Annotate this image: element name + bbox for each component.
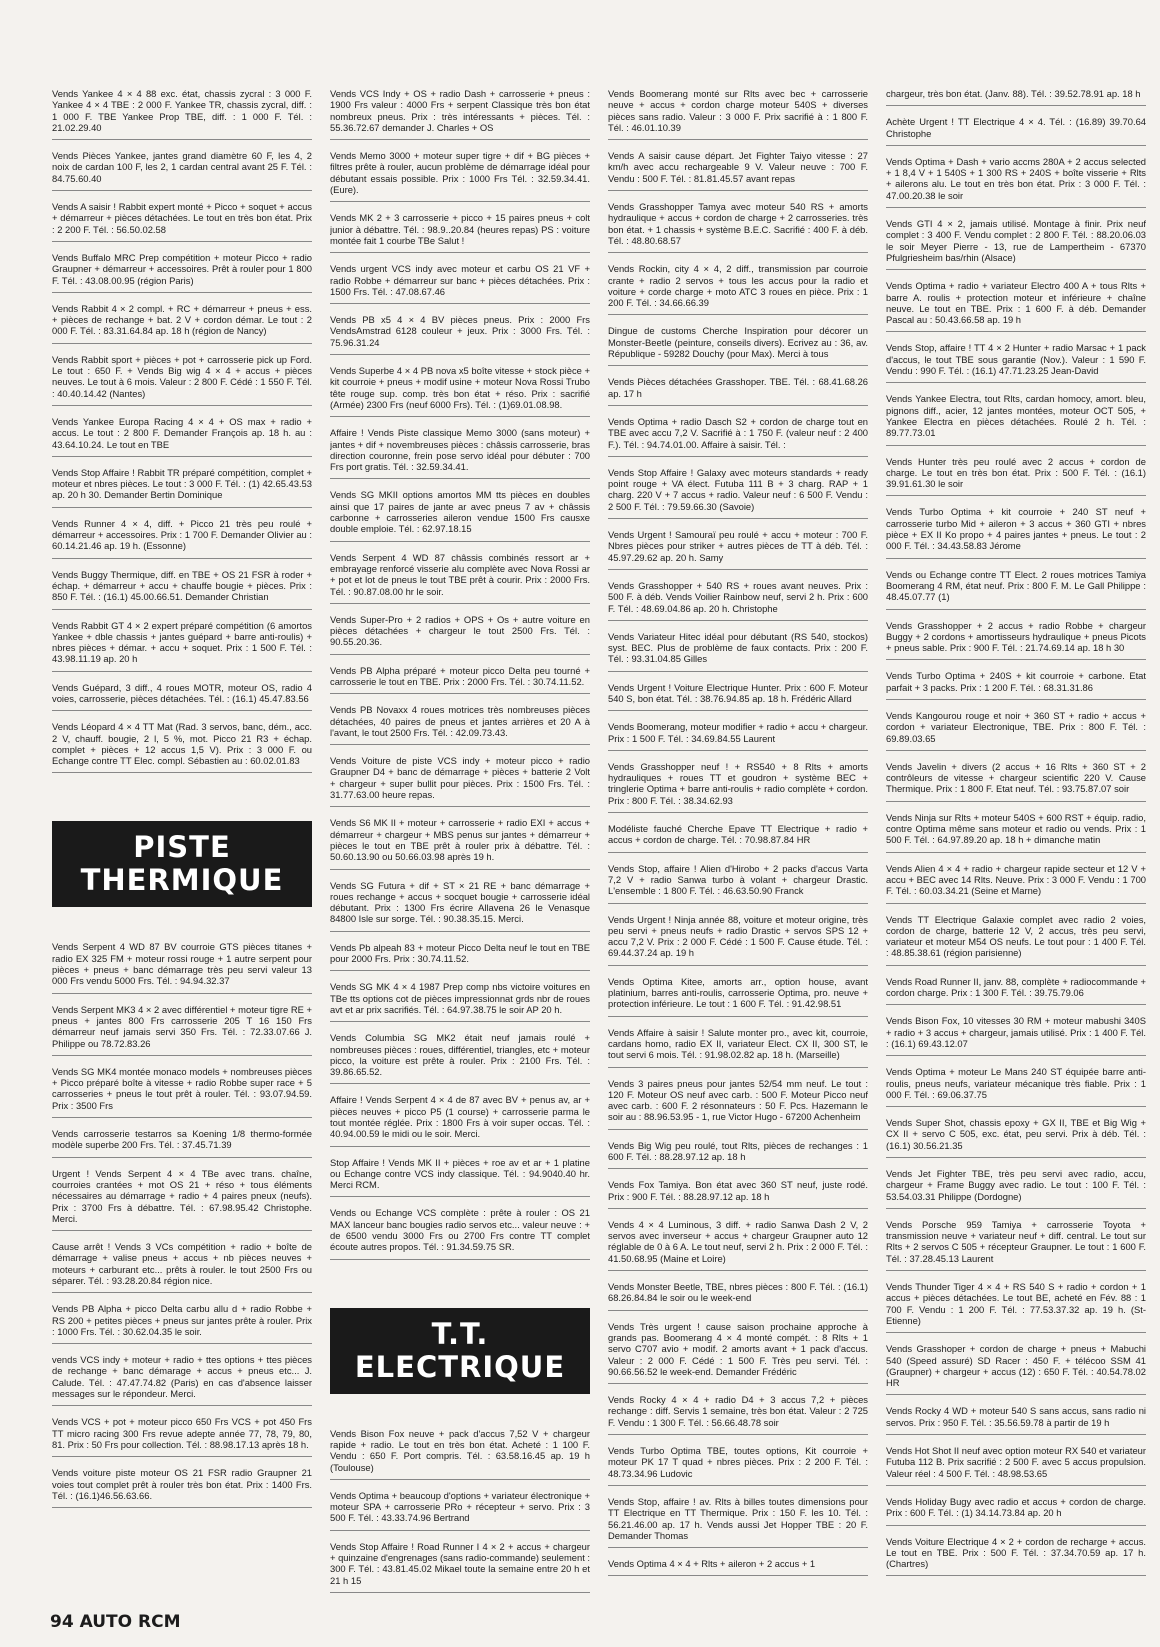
classified-ad: Vends Rabbit sport + pièces + pot + carrosserie pick up Ford. Le tout : 650 F. + Vends Big wig 4 × 4 + accus + pièces neuves. Le tout à 6 mois. Valeur : 2 800 F. Cédé : 1 550 F. Tél. : 40.40.14.42 (Nantes) [52, 354, 312, 406]
classified-ad: Vends Monster Beetle, TBE, nbres pièces : 800 F. Tél. : (16.1) 68.26.84.84 le soir ou le week-end [608, 1281, 868, 1311]
classified-ad: Vends Buffalo MRC Prep compétition + moteur Picco + radio Graupner + démarreur + accessoires. Prêt à rouler pour 1 800 F. Tél. : 43.08.00.95 (région Paris) [52, 252, 312, 293]
section-heading-line: ELECTRIQUE [354, 1349, 566, 1384]
classified-ad: Vends MK 2 + 3 carrosserie + picco + 15 paires pneus + colt junior à débattre. Tél. : 98.9..20.84 (heures repas) PS : voiture montée fait 1 courbe TBe Salut ! [330, 212, 590, 253]
classified-ad: Vends Léopard 4 × 4 TT Mat (Rad. 3 servos, banc, dém., acc. 2 V, chauff. bougie, 2 l, 5 %, mot. Picco 21 R3 + échap. complet + pièces + 12 accus 1,5 V). Prix : 3 000 F. ou Echange contre TT Elec. compl. Sébastien au : 60.02.01.83 [52, 721, 312, 773]
section-heading [330, 1308, 590, 1394]
classified-ad: Vends Rabbit 4 × 2 compl. + RC + démarreur + pneus + ess. + pièces de rechange + bat. 2 V + cordon démar. Le tout : 2 000 F. Tél. : 83.31.64.84 ap. 18 h (région de Nancy) [52, 303, 312, 344]
classified-ad: Vends Rocky 4 × 4 + radio D4 + 3 accus 7,2 + pièces rechange : diff. Servis 1 semaine, très bon état. Valeur : 2 725 F. Vendu : 1 300 F. Tél. : 56.66.48.78 soir [608, 1394, 868, 1435]
classified-ad: Affaire ! Vends Piste classique Memo 3000 (sans moteur) + jantes + dif + novembreuses pièces : châssis carrosserie, bras direction couronne, frein pose servo idéal pour débuter : 700 Frs port gratis. Tél. : 32.59.34.41. [330, 427, 590, 479]
page-number: 94 [50, 1612, 74, 1632]
classified-ad: Vends Grasshoper + cordon de charge + pneus + Mabuchi 540 (Speed assuré) SD Racer : 450 F. + télécoo SSM 41 (Graupner) + chargeur + accus (12) : 650 F. Tél. : 40.54.78.02 HR [886, 1343, 1146, 1395]
section-heading-line: PISTE [133, 830, 231, 865]
classified-ad: Vends Optima 4 × 4 + Rlts + aileron + 2 accus + 1 [608, 1558, 868, 1576]
classified-ad: Vends Ninja sur Rlts + moteur 540S + 600 RST + équip. radio, contre Optima même sans moteur et radio ou vends. Prix : 1 500 F. Tél. : 64.97.89.20 ap. 18 h + dimanche matin [886, 812, 1146, 853]
classified-ad: Vends Grasshopper neuf ! + RS540 + 8 Rlts + amorts hydrauliques + roues TT et goudron + système BEC + tringlerie Optima + barre anti-roulis + radio complète + cordon. Prix : 800 F. Tél. : 38.34.62.93 [608, 761, 868, 813]
classified-ad: Vends Urgent ! Samouraï peu roulé + accu + moteur : 700 F. Nbres pièces pour striker + autres pièces de TT à déb. Tél. : 45.97.29.62 ap. 20 h. Samy [608, 529, 868, 570]
classified-ad: Vends PB Alpha + picco Delta carbu allu d + radio Robbe + RS 200 + petites pièces + pneus sur jantes prête à rouler. Prix : 1000 Frs. Tél. : 30.62.04.35 le soir. [52, 1303, 312, 1344]
classified-ad: Vends Javelin + divers (2 accus + 16 Rlts + 360 ST + 2 contrôleurs de vitesse + chargeur scientific 220 V. Cause Thermique. Prix : 1 800 F. Etat neuf. Tél. : 93.75.87.07 soir [886, 761, 1146, 802]
classified-ad: Vends Thunder Tiger 4 × 4 + RS 540 S + radio + cordon + 1 accus + pièces détachées. Le tout BE, acheté en Fév. 88 : 1 700 F. Vendu : 1 200 F. Tél. : 77.53.37.32 ap. 19 h. (St-Etienne) [886, 1281, 1146, 1333]
classified-ad: Vends Runner 4 × 4, diff. + Picco 21 très peu roulé + démarreur + accessoires. Prix : 1 700 F. Demander Olivier au : 60.14.21.46 ap. 19 h. (Essonne) [52, 518, 312, 559]
classified-ad: Dingue de customs Cherche Inspiration pour décorer un Monster-Beetle (peinture, conseils divers). Ecrivez au : 36, av. République - 59282 Douchy (pour Max). Merci à tous [608, 325, 868, 366]
classified-ad: Vends Boomerang monté sur Rlts avec bec + carrosserie neuve + accus + cordon charge moteur 540S + diverses pièces sans radio. Valeur : 3 000 F. Prix sacrifié à : 1 800 F. Tél. : 46.01.10.39 [608, 88, 868, 140]
classified-ad: Vends Serpent 4 WD 87 châssis combinés ressort ar + embrayage renforcé visserie alu complète avec Nova Rossi ar + pot et lot de pneus le tout TBE prêt à courir. Prix : 2000 Frs. Tél. : 90.87.08.00 hr le soir. [330, 552, 590, 604]
column-2 [330, 88, 590, 1598]
column-1 [52, 88, 312, 1598]
classified-ad: Vends Super-Pro + 2 radios + OPS + Os + autre voiture en pièces détachées + chargeur le tout 2500 Frs. Tél. : 90.55.20.36. [330, 614, 590, 655]
classified-ad: Vends Variateur Hitec idéal pour débutant (RS 540, stockos) syst. BEC. Plus de problème de faux contacts. Prix : 200 F. Tél. : 93.31.04.85 Gilles [608, 631, 868, 672]
classified-ad: Vends Turbo Optima + kit courroie + 240 ST neuf + carrosserie turbo Mid + aileron + 3 accus + 360 GTI + nbres pièce + EX II Ko propo + 4 paires jantes + pneus. Le tout : 2 000 F. Tél. : 34.43.58.83 Jérome [886, 506, 1146, 558]
classified-ad: Urgent ! Vends Serpent 4 × 4 TBe avec trans. chaîne, courroies crantées + mot OS 21 + réso + tous éléments nécessaires au démarrage + radio + 4 paires pneux (neufs). Prix : 3700 Frs à débattre. Tél. : 67.98.95.42 Christophe. Merci. [52, 1168, 312, 1231]
classified-ad: Vends Stop, affaire ! av. Rlts à billes toutes dimensions pour TT Electrique en TT Thermique. Prix : 150 F. les 10. Tél. : 56.21.46.00 ap. 17 h. Vends aussi Jet Hopper TBE : 20 F. Demander Thomas [608, 1496, 868, 1548]
classified-ad: Vends Optima + Dash + vario accms 280A + 2 accus selected + 1 8,4 V + 1 540S + 1 300 RS + 240S + boîte visserie + Rlts + ailerons alu. Le tout en très bon état. Prix : 3 000 F. Tél. : 47.00.20.38 le soir [886, 156, 1146, 208]
classified-ad: Vends TT Electrique Galaxie complet avec radio 2 voies, cordon de charge, batterie 12 V, 2 accus, très peu servi, variateur et moteur M54 OS neufs. Le tout pour : 1 400 F. Tél. : 48.85.38.61 (région parisienne) [886, 914, 1146, 966]
classified-ad: Vends Urgent ! Ninja année 88, voiture et moteur origine, très peu servi + pneus neufs + radio Drastic + servos SPS 12 + accu 7,2 V. Prix : 2 000 F. Cédé : 1 500 F. Cause étude. Tél. : 69.44.37.24 ap. 19 h [608, 914, 868, 966]
classified-ad: Vends Columbia SG MK2 était neuf jamais roulé + nombreuses pièces : roues, différentiel, triangles, etc + moteur picco, la voiture est prête à rouler. Prix : 2100 Frs. Tél. : 39.86.65.52. [330, 1032, 590, 1084]
classified-ad: Vends Rocky 4 WD + moteur 540 S sans accus, sans radio ni servos. Prix : 950 F. Tél. : 35.56.59.78 à partir de 19 h [886, 1405, 1146, 1435]
classified-ad: Vends ou Echange contre TT Elect. 2 roues motrices Tamiya Boomerang 4 RM, état neuf. Prix : 800 F. M. Le Gall Philippe : 48.45.07.77 (1) [886, 569, 1146, 610]
classified-ad: Vends Serpent 4 WD 87 BV courroie GTS pièces titanes + radio EX 325 FM + moteur rossi rouge + 1 autre serpent pour pièces + pneus + banc démarrage très peu servi valeur 13 000 Frs vendu 5000 Frs. Tél. : 94.94.32.37 [52, 941, 312, 993]
classified-ad: Vends Voiture Electrique 4 × 2 + cordon de recharge + accus. Le tout en TBE. Prix : 500 F. Tél. : 37.34.70.59 ap. 17 h. (Chartres) [886, 1536, 1146, 1577]
classified-ad: Vends Serpent MK3 4 × 2 avec différentiel + moteur tigre RE + pneus + jantes 800 Frs carrosserie 205 T 16 150 Frs démarreur neuf jamais servi 350 Frs. Tél. : 72.33.07.66 J. Philippe ou 78.72.83.26 [52, 1004, 312, 1056]
classified-ad: Vends VCS Indy + OS + radio Dash + carrosserie + pneus : 1900 Frs valeur : 4000 Frs + serpent Classique très bon état nombreux pneus. Prix : très intéressants + pièces. Tél. : 55.36.72.67 demander J. Charles + OS [330, 88, 590, 140]
classified-ad: Vends Superbe 4 × 4 PB nova x5 boîte vitesse + stock pièce + kit courroie + pneus + modif usine + moteur Nova Rossi Trubo tête rouge sup. comp. très bon état + réso. Prix : sacrifié (Armée) 2300 Frs (neuf 6000 Frs). Tél. : (1)69.01.08.98. [330, 365, 590, 417]
classified-ad: Vends PB Novaxx 4 roues motrices très nombreuses pièces détachées, 40 paires de pneus et jantes arrières et 20 A à l'avant, le tout 2500 Frs. Tél. : 42.09.73.43. [330, 704, 590, 745]
classified-ad: Vends Optima Kitee, amorts arr., option house, avant platinium, barres anti-roulis, carrosserie Optima, pro. neuve + protection inférieure. Le tout : 1 600 F. Tél. : 91.42.98.51 [608, 976, 868, 1017]
classified-ad: Vends Grasshopper + 540 RS + roues avant neuves. Prix : 500 F. à déb. Vends Voilier Rainbow neuf, servi 2 h. Prix : 600 F. Tél. : 48.69.04.86 ap. 20 h. Christophe [608, 580, 868, 621]
classified-ad: Affaire ! Vends Serpent 4 × 4 de 87 avec BV + penus av, ar + pièces neuves + picco P5 (1 course) + carrosserie parma le tout montée réglée. Prix : 1800 Frs à voir super occas. Tél. : 40.94.00.59 le midi ou le soir. Merci. [330, 1094, 590, 1146]
section-heading [52, 821, 312, 907]
classified-ad: Vends PB Alpha préparé + moteur picco Delta peu tourné + carrosserie le tout en TBE. Prix : 2000 Frs. Tél. : 30.74.11.52. [330, 665, 590, 695]
classified-ad: Vends SG MKII options amortos MM tts pièces en doubles ainsi que 17 paires de jante ar avec pneus 7 av + châssis carbonne + carrosseries aileron vendue 1500 Frs causxe double emploie. Tél. : 62.97.18.15 [330, 489, 590, 541]
classified-ad: Vends Optima + moteur Le Mans 240 ST équipée barre anti-roulis, pneus neufs, variateur mécanique très fiable. Prix : 1 000 F. Tél. : 69.06.37.75 [886, 1066, 1146, 1107]
magazine-name: AUTO RCM [79, 1612, 181, 1632]
classified-ad: Vends Guépard, 3 diff., 4 roues MOTR, moteur OS, radio 4 voies, carrosserie, pièces détachées. Tél. : (16.1) 45.47.83.56 [52, 682, 312, 712]
classified-ad: Vends Fox Tamiya. Bon état avec 360 ST neuf, juste rodé. Prix : 900 F. Tél. : 88.28.97.12 ap. 18 h [608, 1179, 868, 1209]
classified-ad: Vends Stop Affaire ! Road Runner I 4 × 2 + accus + chargeur + quinzaine d'engrenages (sans radio-commande) seulement : 300 F. Tél. : 43.81.45.02 Mikael toute la semaine entre 20 h et 21 h 15 [330, 1541, 590, 1593]
classified-ad: Vends Stop, affaire ! TT 4 × 2 Hunter + radio Marsac + 1 pack d'accus, le tout TBE sous garantie (Nov.). Valeur : 1 590 F. Vendu : 990 F. Tél. : (16.1) 47.71.23.25 Jean-David [886, 342, 1146, 383]
classified-ad: Vends 3 paires pneus pour jantes 52/54 mm neuf. Le tout : 120 F. Moteur OS neuf avec carb. : 500 F. Moteur Picco neuf avec carb. : 600 F. 2 résonnateurs : 50 F. Pcs. Hazemann le soir au : 88.96.53.95 - 1, rue Victor Hugo - 67200 Achenheim [608, 1078, 868, 1130]
classified-ad: Vends Stop Affaire ! Galaxy avec moteurs standards + ready point rouge + VA élect. Futuba 111 B + 3 charg. RAP + 1 charg. 220 V + 7 accus + radio. Valeur neuf : 6 500 F. Vendu : 2 500 F. Tél. : 79.59.66.30 (Savoie) [608, 467, 868, 519]
classifieds-page [52, 88, 1146, 1598]
classified-ad: Vends GTI 4 × 2, jamais utilisé. Montage à finir. Prix neuf complet : 3 400 F. Vendu complet : 2 800 F. Tél. : 88.20.06.03 le soir Meyer Pierre - 13, rue de Lampertheim - 67370 Pfulgriesheim bas/rhin (Alsace) [886, 218, 1146, 270]
classified-ad: Vends Porsche 959 Tamiya + carrosserie Toyota + transmission neuve + variateur neuf + diff. central. Le tout sur Rlts + 2 servos C 505 + récepteur Graupner. Le tout : 1 600 F. Tél. : 37.28.45.13 Laurent [886, 1219, 1146, 1271]
page-footer [50, 1612, 180, 1632]
classified-ad: chargeur, très bon état. (Janv. 88). Tél. : 39.52.78.91 ap. 18 h [886, 88, 1146, 106]
classified-ad: Achète Urgent ! TT Electrique 4 × 4. Tél. : (16.89) 39.70.64 Christophe [886, 116, 1146, 146]
classified-ad: Vends 4 × 4 Luminous, 3 diff. + radio Sanwa Dash 2 V, 2 servos avec inverseur + accus + chargeur Graupner auto 12 réglable de 0 à 6 A. Le tout neuf, servi 2 h. Prix : 2 000 F. Tél. : 41.50.68.95 (Maine et Loire) [608, 1219, 868, 1271]
classified-ad: Vends Pièces détachées Grasshoper. TBE. Tél. : 68.41.68.26 ap. 17 h [608, 376, 868, 406]
classified-ad: Vends SG MK4 montée monaco models + nombreuses pièces + Picco préparé boîte à vitesse + radio Robbe super race + 5 carrosseries + pneus le tout prêt à rouler. Tél. : 93.07.94.59. Prix : 3500 Frs [52, 1066, 312, 1118]
classified-ad: Vends Très urgent ! cause saison prochaine approche à grands pas. Boomerang 4 × 4 monté compét. : 8 Rlts + 1 servo C707 avio + modif. 2 amorts avant + 1 pack d'accus. Valeur : 2 000 F. Cédé : 1 500 F. Très peu servi. Tél. : 90.66.56.52 le week-end. Demander Frédéric [608, 1321, 868, 1384]
classified-ad: Vends Alien 4 × 4 + radio + chargeur rapide secteur et 12 V + accu + BEC avec 14 Rlts. Neuve. Prix : 3 000 F. Vendu : 1 700 F. Tél. : 60.03.34.21 (Seine et Marne) [886, 863, 1146, 904]
classified-ad: Vends SG Futura + dif + ST × 21 RE + banc démarrage + roues rechange + accus + socquet bougie + carrosserie idéal débutant. Prix : 1300 Frs écrire Allavena 26 le Venasque 84800 Isle sur sorge. Tél. : 90.38.35.15. Merci. [330, 880, 590, 932]
classified-ad: Vends urgent VCS indy avec moteur et carbu OS 21 VF + radio Robbe + démarreur sur banc + pièces détachées. Prix : 1500 Frs. Tél. : 47.08.67.46 [330, 263, 590, 304]
classified-ad: Vends Urgent ! Voiture Electrique Hunter. Prix : 600 F. Moteur 540 S, bon état. Tél. : 38.76.94.85 ap. 18 h. Frédéric Allard [608, 682, 868, 712]
classified-ad: Vends VCS + pot + moteur picco 650 Frs VCS + pot 450 Frs TT micro racing 300 Frs revue adepte année 77, 78, 79, 80, 81. Prix : 50 Frs pour collection. Tél. : 88.98.17.13 après 18 h. [52, 1416, 312, 1457]
classified-ad: Vends PB x5 4 × 4 BV pièces pneus. Prix : 2000 Frs VendsAmstrad 6128 couleur + jeux. Prix : 3000 Frs. Tél. : 75.96.31.24 [330, 314, 590, 355]
classified-ad: Vends A saisir ! Rabbit expert monté + Picco + soquet + accus + démarreur + pièces détachées. Le tout en très bon état. Prix : 2 200 F. Tél. : 56.50.02.58 [52, 201, 312, 242]
classified-ad: Vends Grasshopper Tamya avec moteur 540 RS + amorts hydraulique + accus + cordon de charge + 2 carrosseries. très bon état. + 1 chassis + système B.E.C. Sacrifié : 400 F. à déb. Tél. : 48.80.68.57 [608, 201, 868, 253]
classified-ad: vends VCS indy + moteur + radio + ttes options + ttes pièces de rechange + banc démarage + accus + pneus etc... J. Calude. Tél. : 47.47.74.82 (Paris) en cas d'absence laisser messages sur le répondeur. Merci. [52, 1354, 312, 1406]
classified-ad: Vends Hunter très peu roulé avec 2 accus + cordon de charge. Le tout en très bon état. Prix : 500 F. Tél. : (16.1) 39.91.61.30 le soir [886, 456, 1146, 497]
classified-ad: Vends Turbo Optima TBE, toutes options, Kit courroie + moteur PK 17 T quad + nbres pièces. Prix : 2 200 F. Tél. : 48.73.34.96 Ludovic [608, 1445, 868, 1486]
classified-ad: Cause arrêt ! Vends 3 VCs compétition + radio + boîte de démarrage + valise pneus + accus + nb pièces neuves + moteurs + carburant etc... prêts à rouler. le tout 2500 Frs ou séparer. Tél. : 93.28.20.84 région nice. [52, 1241, 312, 1293]
classified-ad: Stop Affaire ! Vends MK II + pièces + roe av et ar + 1 platine ou Echange contre VCS indy classique. Tél. : 94.9040.40 hr. Merci RCM. [330, 1157, 590, 1198]
classified-ad: Vends Jet Fighter TBE, très peu servi avec radio, accu, chargeur + Frame Buggy avec radio. Le tout : 100 F. Tél. : 53.54.03.31 Philippe (Dordogne) [886, 1168, 1146, 1209]
classified-ad: Vends Turbo Optima + 240S + kit courroie + carbone. Etat parfait + 3 packs. Prix : 1 200 F. Tél. : 68.31.31.86 [886, 670, 1146, 700]
classified-ad: Vends Bison Fox neuve + pack d'accus 7,52 V + chargeur rapide + radio. Le tout en très bon état. Acheté : 1 100 F. Vendu : 650 F. Port compris. Tél. : 63.58.16.45 ap. 19 h (Toulouse) [330, 1428, 590, 1480]
classified-ad: Vends Memo 3000 + moteur super tigre + dif + BG pièces + filtres prête à rouler, aucun problème de démarrage idéal pour débutant essais possible. Prix : 1000 Frs Tél. : 32.59.34.41. (Eure). [330, 150, 590, 202]
classified-ad: Vends Voiture de piste VCS indy + moteur picco + radio Graupner D4 + banc de démarrage + pièces + batterie 2 Volt + chargeur + super bullit pour pièces. Prix : 1500 Frs. Tél. : 31.77.63.00 heure repas. [330, 755, 590, 807]
classified-ad: Vends Optima + beaucoup d'options + variateur électronique + moteur SPA + carrosserie PRo + récepteur + servo. Prix : 3 500 F. Tél. : 43.33.74.96 Bertrand [330, 1490, 590, 1531]
classified-ad: Vends Stop, affaire ! Alien d'Hirobo + 2 packs d'accus Varta 7,2 V + radio Sanwa turbo à volant + chargeur Drastic. L'ensemble : 1 800 F. Tél. : 46.63.50.90 Franck [608, 863, 868, 904]
classified-ad: Vends Hot Shot II neuf avec option moteur RX 540 et variateur Futuba 112 B. Prix sacrifié : 2 500 F. avec 5 accus propulsion. Valeur réel : 4 500 F. Tél. : 48.98.53.65 [886, 1445, 1146, 1486]
section-heading-line: THERMIQUE [80, 863, 284, 898]
classified-ad: Vends Pièces Yankee, jantes grand diamètre 60 F, les 4, 2 noix de cardan 100 F, les 2, 1 cardan central avant 25 F. Tél. : 84.75.60.40 [52, 150, 312, 191]
classified-ad: Vends Affaire à saisir ! Salute monter pro., avec kit, courroie, cardans homo, radio EX II, variateur Elect. CX II, 300 ST, le tout servi 6 mois. Tél. : 91.98.02.82 ap. 18 h. (Marseille) [608, 1027, 868, 1068]
classified-ad: Vends Bison Fox, 10 vitesses 30 RM + moteur mabushi 340S + radio + 3 accus + chargeur, jamais utilisé. Prix : 1 400 F. Tél. : (16.1) 69.43.12.07 [886, 1015, 1146, 1056]
classified-ad: Vends Grasshopper + 2 accus + radio Robbe + chargeur Buggy + 2 cordons + amortisseurs hydraulique + pneus Picots + pneus sable. Prix : 900 F. Tél. : 21.74.69.14 ap. 18 h 30 [886, 620, 1146, 661]
classified-ad: Vends Boomerang, moteur modifier + radio + accu + chargeur. Prix : 1 500 F. Tél. : 34.69.84.55 Laurent [608, 721, 868, 751]
classified-ad: Vends Optima + radio Dasch S2 + cordon de charge tout en TBE avec accu 7,2 V. Sacrifié à : 1 750 F. (valeur neuf : 2 400 F.). Tél. : 94.74.01.00. Affaire à saisir. Tél. : [608, 416, 868, 457]
classified-ad: Vends Kangourou rouge et noir + 360 ST + radio + accus + cordon + variateur Electronique, TBE. Prix : 800 F. Tél. : 69.89.03.65 [886, 710, 1146, 751]
classified-ad: Vends voiture piste moteur OS 21 FSR radio Graupner 21 voies tout complet prêt à rouler très bon état. Prix : 1400 Frs. Tél. : (16.1)46.56.63.66. [52, 1467, 312, 1508]
classified-ad: Modéliste fauché Cherche Epave TT Electrique + radio + accus + cordon de charge. Tél. : 70.98.87.84 HR [608, 823, 868, 853]
classified-ad: Vends Super Shot, chassis epoxy + GX II, TBE et Big Wig + CX II + servo C 505, exc. état, peu servi. Prix à déb. Tél. : (16.1) 30.56.21.35 [886, 1117, 1146, 1158]
classified-ad: Vends Yankee 4 × 4 88 exc. état, chassis zycral : 3 000 F. Yankee 4 × 4 TBE : 2 000 F. Yankee TR, chassis zycral, diff. : 1 000 F. TBE Yankee Prop TBE, diff. : 1 000 F. Tél. : 21.02.29.40 [52, 88, 312, 140]
column-4 [886, 88, 1146, 1598]
classified-ad: Vends Stop Affaire ! Rabbit TR préparé compétition, complet + moteur et nbres pièces. Le tout : 3 000 F. Tél. : (1) 42.65.43.53 ap. 20 h 30. Demander Bertin Dominique [52, 467, 312, 508]
classified-ad: Vends ou Echange VCS complète : prête à rouler : OS 21 MAX lanceur banc bougies radio servos etc... valeur neuve : + de 6500 vendu 3000 Frs ou 2700 Frs contre TT complet écoute autres propos. Tél. : 91.34.59.75 SR. [330, 1207, 590, 1259]
classified-ad: Vends Holiday Bugy avec radio et accus + cordon de charge. Prix : 600 F. Tél. : (1) 34.14.73.84 ap. 20 h [886, 1496, 1146, 1526]
classified-ad: Vends Pb alpeah 83 + moteur Picco Delta neuf le tout en TBE pour 2000 Frs. Prix : 30.74.11.52. [330, 942, 590, 972]
classified-ad: Vends carrosserie testarros sa Koening 1/8 thermo-formée modèle superbe 200 Frs. Tél. : 37.45.71.39 [52, 1128, 312, 1158]
classified-ad: Vends Optima + radio + variateur Electro 400 A + tous Rlts + barre A. roulis + protection moteur et inférieure + chaîne neuve. Le tout en TBE. Prix : 1 600 F. à déb. Demander Pascal au : 50.43.66.58 ap. 19 h [886, 280, 1146, 332]
classified-ad: Vends Rockin, city 4 × 4, 2 diff., transmission par courroie crante + radio 2 servos + tous les accus pour la radio et voiture + corde charge + moto ATC 3 roues en pièce. Prix : 1 200 F. Tél. : 34.66.66.39 [608, 263, 868, 315]
classified-ad: Vends A saisir cause départ. Jet Fighter Taiyo vitesse : 27 km/h avec accu rechargeable 9 V. Valeur neuve : 700 F. Vendu : 500 F. Tél. : 81.81.45.57 avant repas [608, 150, 868, 191]
classified-ad: Vends Road Runner II, janv. 88, complète + radiocommande + cordon charge. Prix : 1 300 F. Tél. : 39.75.79.06 [886, 976, 1146, 1006]
classified-ad: Vends Rabbit GT 4 × 2 expert préparé compétition (6 amortos Yankee + dble chassis + jantes guépard + barre anti-roulis) + nbres pièces + démar. + accu + soquet. Prix : 1 500 F. Tél. : 43.98.11.19 ap. 20 h [52, 620, 312, 672]
classified-ad: Vends Buggy Thermique, diff. en TBE + OS 21 FSR à roder + échap. + démarreur + accu + chauffe bougie + pièces. Prix : 850 F. Tél. : (16.1) 45.00.66.51. Demander Christian [52, 569, 312, 610]
classified-ad: Vends SG MK 4 × 4 1987 Prep comp nbs victoire voitures en TBe tts options cot de pièces impressionnat grds nbr de roues avt et ar prix sacrifiés. Tél. : 64.97.38.75 le soir AP 20 h. [330, 981, 590, 1022]
section-heading-line: T.T. [431, 1316, 489, 1351]
classified-ad: Vends Yankee Europa Racing 4 × 4 + OS max + radio + accus. Le tout : 2 800 F. Demander François ap. 18 h. au : 43.64.10.24. Le tout en TBE [52, 416, 312, 457]
column-3 [608, 88, 868, 1598]
classified-ad: Vends Big Wig peu roulé, tout Rlts, pièces de rechanges : 1 600 F. Tél. : 88.28.97.12 ap. 18 h [608, 1140, 868, 1170]
classified-ad: Vends S6 MK II + moteur + carrosserie + radio EXI + accus + démarreur + chargeur + MBS penus sur jantes + démarreur + pièces le tout en TBE prêt à rouler prix à débattre. Tél. : 50.60.13.90 ou 50.66.03.98 après 19 h. [330, 817, 590, 869]
classified-ad: Vends Yankee Electra, tout Rlts, cardan homocy, amort. bleu, pignons diff., acier, 12 jantes montées, moteur OCT 505, + Yankee Electra en pièces détachées. Roulé 2 h. Tél. : 89.77.73.01 [886, 393, 1146, 445]
